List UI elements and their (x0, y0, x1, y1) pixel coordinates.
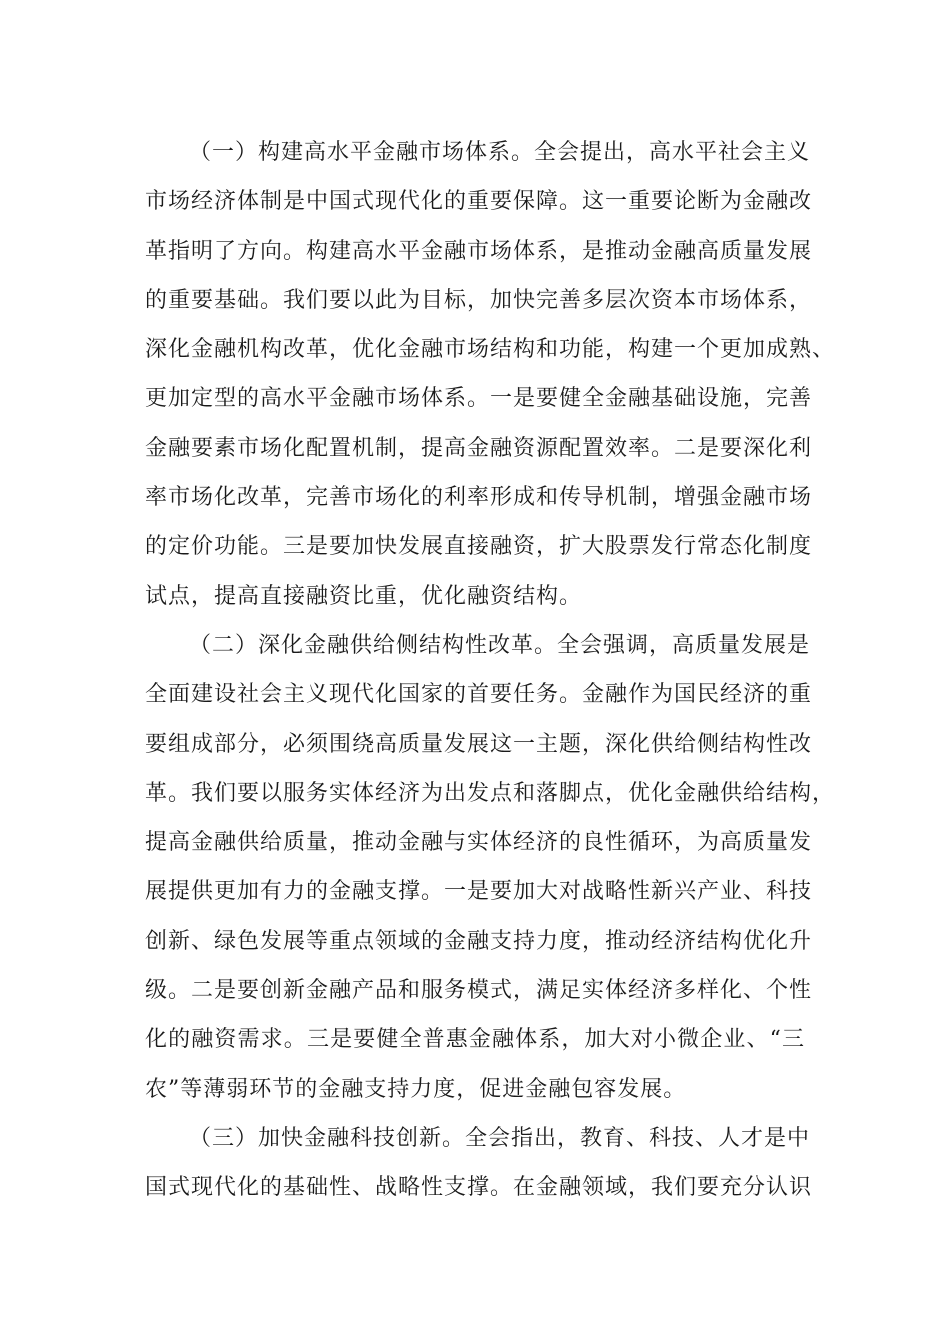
text-line: 市场经济体制是中国式现代化的重要保障。这一重要论断为金融改 (145, 189, 813, 215)
text-line: （二）深化金融供给侧结构性改革。全会强调，高质量发展是 (189, 632, 811, 658)
text-line: 革指明了方向。构建高水平金融市场体系，是推动金融高质量发展 (145, 238, 813, 264)
text-line: 全面建设社会主义现代化国家的首要任务。金融作为国民经济的重 (145, 682, 813, 708)
text-line: 金融要素市场化配置机制，提高金融资源配置效率。二是要深化利 (145, 435, 813, 461)
text-line: 试点，提高直接融资比重，优化融资结构。 (145, 583, 583, 609)
text-line: 的重要基础。我们要以此为目标，加快完善多层次资本市场体系， (145, 287, 813, 313)
text-line: 展提供更加有力的金融支撑。一是要加大对战略性新兴产业、科技 (145, 879, 813, 905)
text-line: 要组成部分，必须围绕高质量发展这一主题，深化供给侧结构性改 (145, 731, 813, 757)
text-line: （三）加快金融科技创新。全会指出，教育、科技、人才是中 (189, 1125, 811, 1151)
text-line: 创新、绿色发展等重点领域的金融支持力度，推动经济结构优化升 (145, 928, 813, 954)
paragraph-2 (145, 621, 836, 1114)
text-line: 深化金融机构改革，优化金融市场结构和功能，构建一个更加成熟、 (145, 337, 836, 363)
text-line: 更加定型的高水平金融市场体系。一是要健全金融基础设施，完善 (145, 386, 813, 412)
text-line: 化的融资需求。三是要健全普惠金融体系，加大对小微企业、“三 (145, 1027, 805, 1053)
document-body (145, 128, 836, 1213)
text-line: 级。二是要创新金融产品和服务模式，满足实体经济多样化、个性 (145, 978, 813, 1004)
paragraph-1 (145, 128, 836, 621)
text-line: 的定价功能。三是要加快发展直接融资，扩大股票发行常态化制度 (145, 534, 813, 560)
text-line: （一）构建高水平金融市场体系。全会提出，高水平社会主义 (189, 140, 811, 165)
text-line: 革。我们要以服务实体经济为出发点和落脚点，优化金融供给结构， (145, 780, 836, 806)
text-line: 提高金融供给质量，推动金融与实体经济的良性循环，为高质量发 (145, 830, 813, 856)
text-line: 农”等薄弱环节的金融支持力度，促进金融包容发展。 (145, 1076, 687, 1102)
paragraph-3 (145, 1114, 813, 1213)
text-line: 国式现代化的基础性、战略性支撑。在金融领域，我们要充分认识 (145, 1175, 813, 1201)
text-line: 率市场化改革，完善市场化的利率形成和传导机制，增强金融市场 (145, 485, 813, 511)
